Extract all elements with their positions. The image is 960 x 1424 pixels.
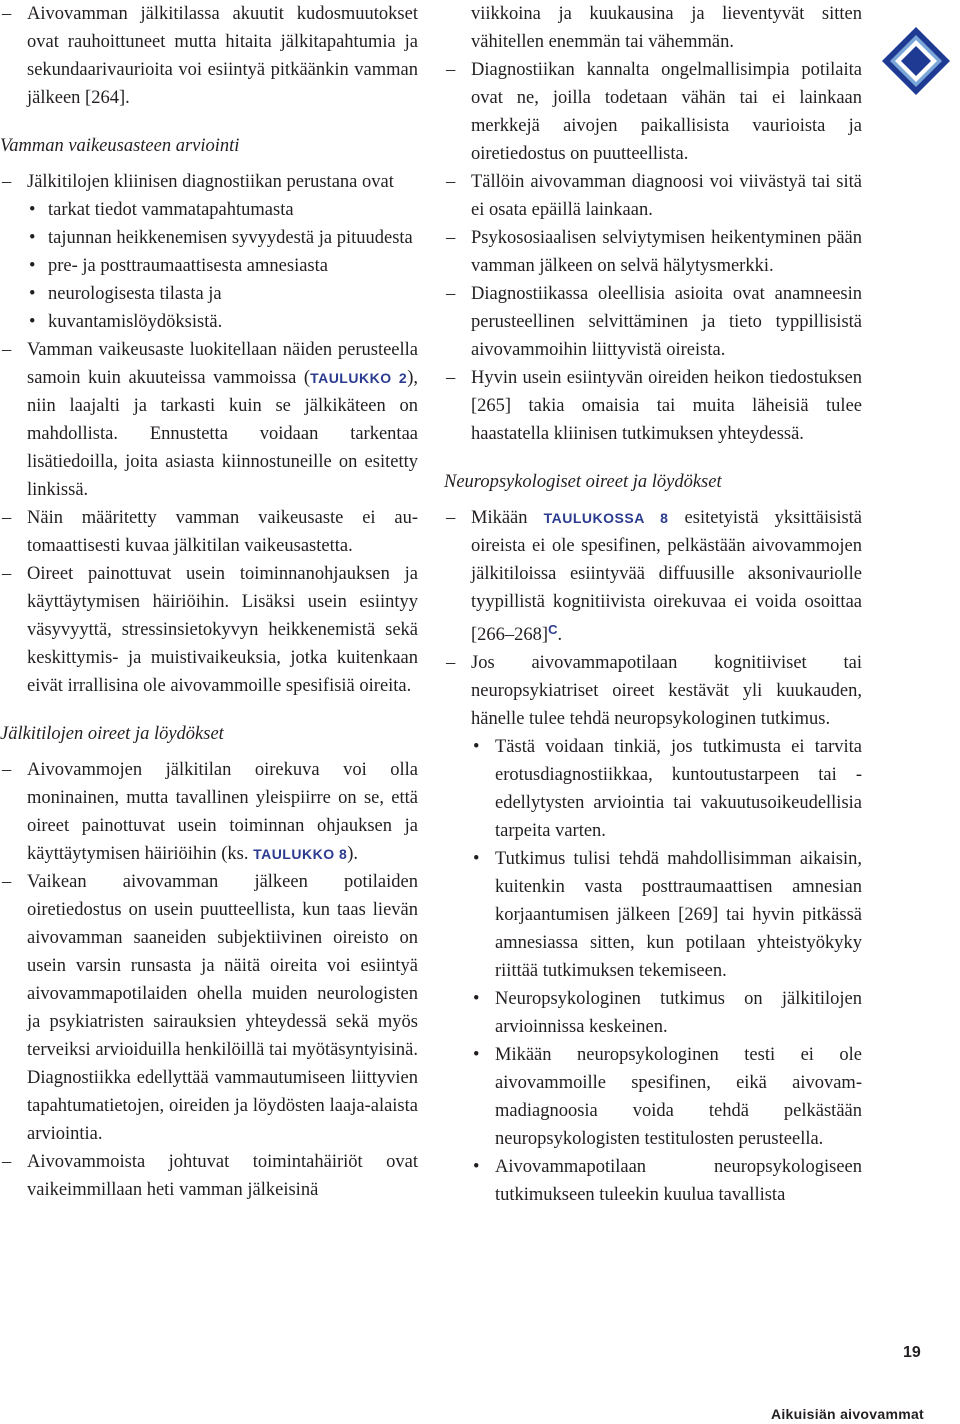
right-column bbox=[444, 0, 862, 1209]
bullet-item: • Tästä voidaan tinkiä, jos tutkimusta ei tarvita erotusdiagnostiikkaa, kuntoutustarpeen tai -edellytysten arviointia tai vakuutusoikeudellisia tarpeita varten. bbox=[444, 733, 862, 845]
bullet-item: • tarkat tiedot vammatapahtumasta bbox=[0, 196, 418, 224]
paragraph: – Näin määritetty vamman vaikeusaste ei automaattisesti kuvaa jälkitilan vaikeusastetta. bbox=[0, 504, 418, 560]
paragraph: – Aivovamman jälkitilassa akuutit kudosmuutokset ovat rauhoittuneet mutta hitaita jälkitapahtumia ja sekundaarivaurioita voi esiintyä pitkäänkin vamman jälkeen [264]. bbox=[0, 0, 418, 112]
paragraph: – Oireet painottuvat usein toiminnanohjauksen ja käyttäytymisen häiriöihin. Lisäksi usein esiintyy väsyvyyttä, stressinsietokyvyn heikkenemistä sekä keskittymis- ja muistivaikeuksia, jotka kuitenkaan eivät irrallisina ole aivovammoille spesifisiä oireita. bbox=[0, 560, 418, 700]
bullet-item: • neurologisesta tilasta ja bbox=[0, 280, 418, 308]
paragraph: – Jälkitilojen kliinisen diagnostiikan perustana ovat bbox=[0, 168, 418, 196]
paragraph: – Jos aivovammapotilaan kognitiiviset tai neuropsykiatriset oireet kestävät yli kuukauden, hänelle tulee tehdä neuropsykologinen tutkimus. bbox=[444, 649, 862, 733]
paragraph: – Mikään TAULUKOSSA 8 esitetyistä yksittäisistä oireista ei ole spesifinen, pelkästään aivovammojen jälkitiloissa esiintyvää diffuusille aksonivauriolle tyypillistä kognitiivista oirekuvaa ei voida osoittaa $[266-268]^C$. bbox=[444, 504, 862, 649]
paragraph: – Vamman vaikeusaste luokitellaan näiden perusteella samoin kuin akuuteissa vammoissa (TAULUKKO 2), niin laajalti ja tarkasti kuin se jälkikäteen on mahdollista. Ennustetta voidaan tarkentaa lisätiedoilla, joita asiasta kiinnostuneille on esitetty linkissä. bbox=[0, 336, 418, 504]
evidence-grade-marker: C bbox=[548, 622, 558, 637]
page-number: 19 bbox=[903, 1344, 921, 1361]
bullet-item: • tajunnan heikkenemisen syvyydestä ja pituudesta bbox=[0, 224, 418, 252]
table-reference-link[interactable]: TAULUKKO 8 bbox=[253, 846, 348, 862]
left-column bbox=[0, 0, 418, 1204]
bullet-item: • kuvantamislöydöksistä. bbox=[0, 308, 418, 336]
paragraph: – Diagnostiikan kannalta ongelmallisimpia potilaita ovat ne, joilla todetaan vähän tai ei lainkaan merkkejä aivojen paikallisista vaurioista ja oiretiedostus on puutteellista. bbox=[444, 56, 862, 168]
paragraph: – Vaikean aivovamman jälkeen potilaiden oiretiedostus on usein puutteellista, kun taas lievän aivovamman saaneiden subjektiivinen oireisto on usein varsin runsasta ja näitä oireita voi esiintyä aivovammapotilaiden ohella muiden neurologisten ja psykiatristen sairauksien yhteydessä sekä myös terveiksi arvioiduilla henkilöillä tai myötäsyntyisinä. Diagnostiikka edellyttää vammautumiseen liittyvien tapahtumatietojen, oireiden ja löydösten laaja-alaista arviointia. bbox=[0, 868, 418, 1148]
bullet-item: • Tutkimus tulisi tehdä mahdollisimman aikaisin, kuitenkin vasta posttraumaattisen amnesian korjaantumisen jälkeen [269] tai hyvin pitkässä amnesiassa sitten, kun potilaan yhteistyökyky riittää tutkimuksen tekemiseen. bbox=[444, 845, 862, 985]
paragraph: – Aivovammoista johtuvat toimintahäiriöt ovat vaikeimmillaan heti vamman jälkeisinä bbox=[0, 1148, 418, 1204]
bullet-item: • Aivovammapotilaan neuropsykologiseen tutkimukseen tuleekin kuulua tavallista bbox=[444, 1153, 862, 1209]
paragraph: viikkoina ja kuukausina ja lieventyvät sitten vähitellen enemmän tai vähemmän. bbox=[471, 4, 862, 52]
bullet-item: • pre- ja posttraumaattisesta amnesiasta bbox=[0, 252, 418, 280]
section-heading-severity: Vamman vaikeusasteen arviointi bbox=[0, 136, 240, 156]
section-heading-neuropsych: Neuropsykologiset oireet ja löydökset bbox=[444, 472, 722, 492]
table-reference-link[interactable]: TAULUKOSSA 8 bbox=[543, 510, 669, 526]
paragraph: – Tällöin aivovamman diagnoosi voi viivästyä tai sitä ei osata epäillä lainkaan. bbox=[444, 168, 862, 224]
running-footer-title: Aikuisiän aivovammat bbox=[770, 1406, 924, 1422]
bullet-item: • Neuropsykologinen tutkimus on jälkitilojen arvioinnissa keskeinen. bbox=[444, 985, 862, 1041]
paragraph: – Hyvin usein esiintyvän oireiden heikon tiedostuksen [265] takia omaisia tai muita läheisiä tulee haastatella kliinisen tutkimuksen yhteydessä. bbox=[444, 364, 862, 448]
paragraph: – Aivovammojen jälkitilan oirekuva voi olla moninainen, mutta tavallinen yleispiirre on se, että oireet painottuvat usein toiminnan ohjauksen ja käyttäytymisen häiriöihin (ks. TAULUKKO 8). bbox=[0, 756, 418, 868]
paragraph: – Psykososiaalisen selviytymisen heikentyminen pään vamman jälkeen on selvä hälytysmerkki. bbox=[444, 224, 862, 280]
table-reference-link[interactable]: TAULUKKO 2 bbox=[310, 370, 408, 386]
section-heading-symptoms: Jälkitilojen oireet ja löydökset bbox=[0, 724, 224, 744]
diamond-logo-icon bbox=[880, 25, 952, 97]
bullet-item: • Mikään neuropsykologinen testi ei ole aivovammoille spesifinen, eikä aivovammadiagnoosia voida tehdä pelkästään neuropsykologisten testitulosten perusteella. bbox=[444, 1041, 862, 1153]
paragraph: – Diagnostiikassa oleellisia asioita ovat anamneesin perusteellinen selvittäminen ja tieto typpillisistä aivovammoihin liittyvistä oireista. bbox=[444, 280, 862, 364]
